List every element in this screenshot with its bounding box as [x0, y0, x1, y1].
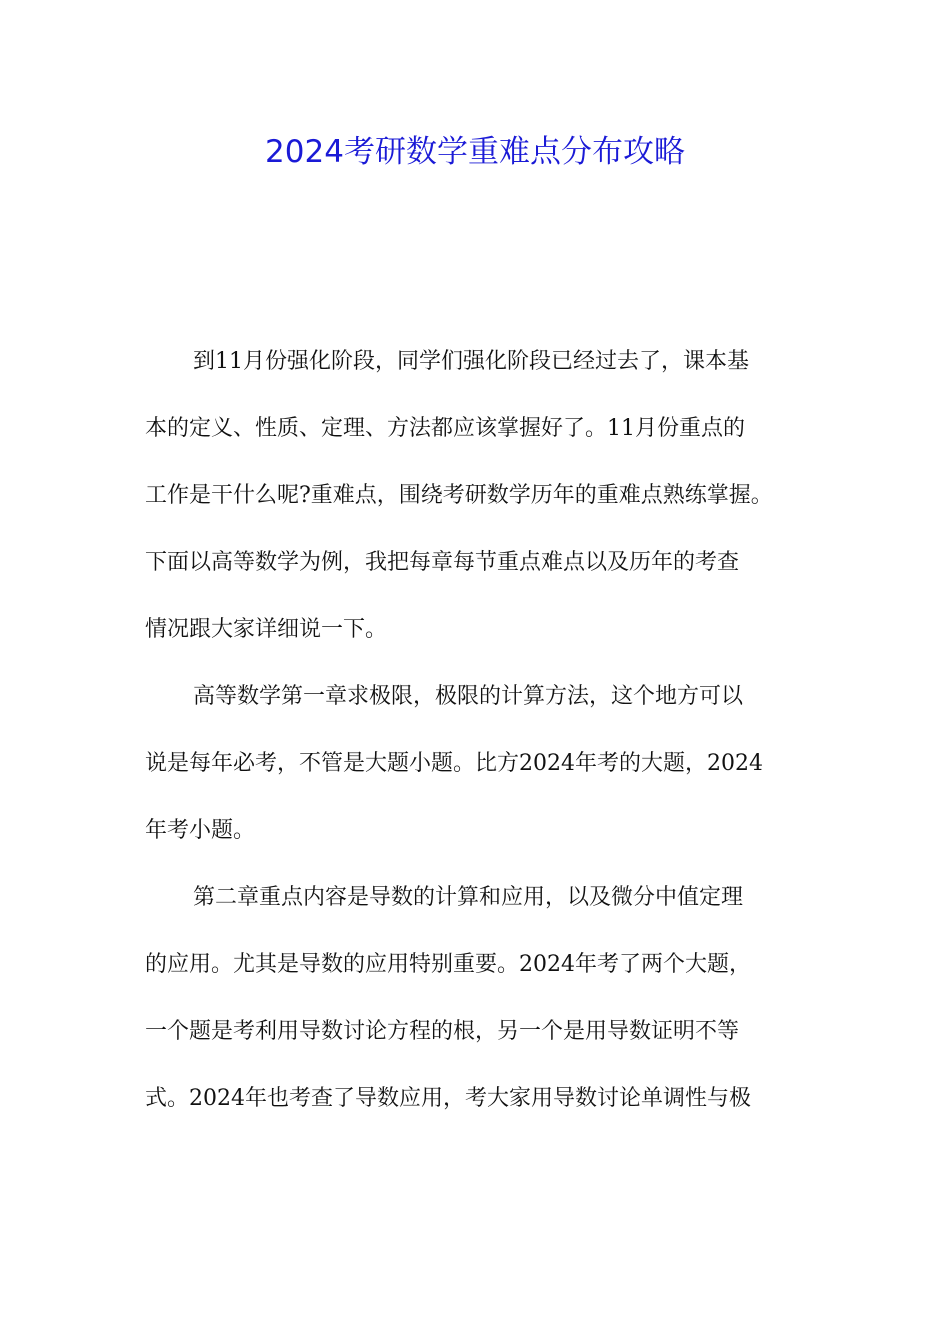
paragraph-2-line-1: 高等数学第一章求极限，极限的计算方法，这个地方可以	[193, 684, 744, 709]
paragraph-1-line-3: 工作是干什么呢?重难点，围绕考研数学历年的重难点熟练掌握。	[145, 483, 773, 508]
paragraph-1-line-4: 下面以高等数学为例，我把每章每节重点难点以及历年的考查	[145, 550, 740, 575]
paragraph-3-line-2: 的应用。尤其是导数的应用特别重要。2024年考了两个大题，	[145, 952, 751, 977]
paragraph-1-line-1: 到11月份强化阶段，同学们强化阶段已经过去了，课本基	[193, 349, 749, 374]
paragraph-2-line-2: 说是每年必考，不管是大题小题。比方2024年考的大题，2024	[145, 751, 763, 776]
paragraph-2-line-3: 年考小题。	[145, 818, 256, 843]
document-title: 2024考研数学重难点分布攻略	[265, 134, 685, 170]
document-body	[145, 337, 813, 1141]
paragraph-3-line-3: 一个题是考利用导数讨论方程的根，另一个是用导数证明不等	[145, 1019, 740, 1044]
paragraph-1-line-2: 本的定义、性质、定理、方法都应该掌握好了。11月份重点的	[145, 416, 745, 441]
paragraph-3-line-1: 第二章重点内容是导数的计算和应用，以及微分中值定理	[193, 885, 744, 910]
paragraph-1-line-5: 情况跟大家详细说一下。	[145, 617, 388, 642]
paragraph-3-line-4: 式。2024年也考查了导数应用，考大家用导数讨论单调性与极	[145, 1086, 751, 1111]
